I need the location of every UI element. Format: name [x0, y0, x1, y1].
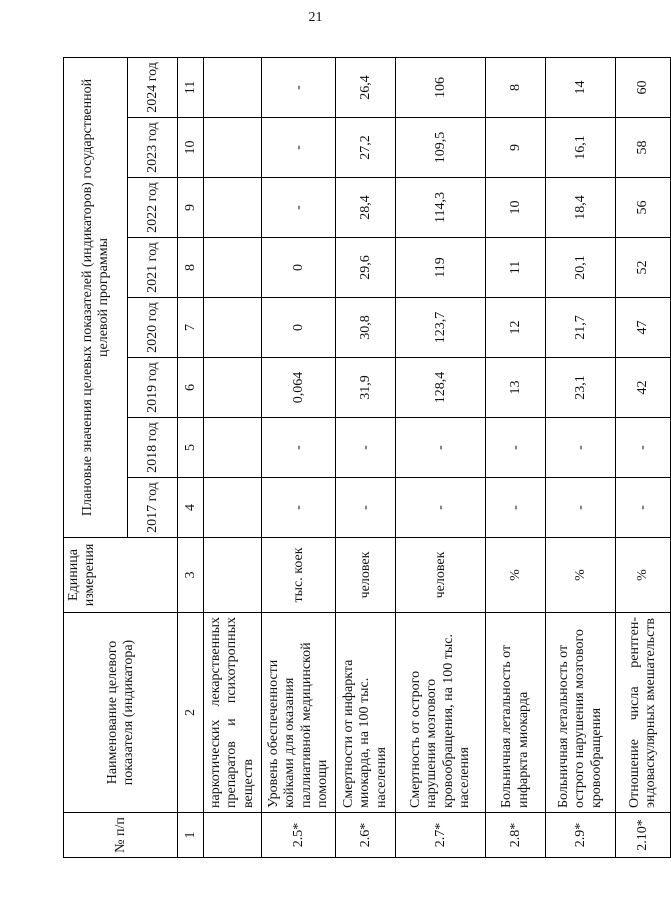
- value-cell: [204, 358, 262, 418]
- value-cell: -: [486, 418, 546, 478]
- rotated-table-container: [63, 58, 658, 858]
- row-unit: %: [546, 538, 616, 613]
- header-year: 2020 год: [128, 298, 178, 358]
- value-cell: 42: [616, 358, 671, 418]
- index-cell: 7: [178, 298, 204, 358]
- row-unit: тыс. коек: [262, 538, 336, 613]
- index-cell: 5: [178, 418, 204, 478]
- value-cell: -: [262, 57, 336, 117]
- value-cell: 21,7: [546, 298, 616, 358]
- value-cell: 0: [262, 298, 336, 358]
- value-cell: -: [262, 178, 336, 238]
- value-cell: 20,1: [546, 238, 616, 298]
- row-num: 2.10*: [616, 813, 671, 858]
- value-cell: [204, 118, 262, 178]
- value-cell: 27,2: [336, 118, 396, 178]
- value-cell: 13: [486, 358, 546, 418]
- value-cell: 0: [262, 238, 336, 298]
- header-year: 2017 год: [128, 478, 178, 538]
- row-name: Смертность от острого нарушения мозгового кровообращения, на 100 тыс. населения: [396, 613, 486, 813]
- index-cell: 6: [178, 358, 204, 418]
- index-cell: 4: [178, 478, 204, 538]
- header-year: 2019 год: [128, 358, 178, 418]
- value-cell: 31,9: [336, 358, 396, 418]
- value-cell: -: [336, 478, 396, 538]
- indicators-table: [63, 57, 671, 858]
- table-row: [546, 57, 616, 857]
- value-cell: -: [396, 418, 486, 478]
- value-cell: 60: [616, 57, 671, 117]
- table-row: [336, 57, 396, 857]
- value-cell: [204, 57, 262, 117]
- value-cell: -: [262, 478, 336, 538]
- value-cell: -: [546, 478, 616, 538]
- value-cell: 56: [616, 178, 671, 238]
- header-year: 2023 год: [128, 118, 178, 178]
- value-cell: [204, 178, 262, 238]
- row-name: Больничная летальность от инфаркта миокарда: [486, 613, 546, 813]
- value-cell: [204, 478, 262, 538]
- value-cell: 29,6: [336, 238, 396, 298]
- value-cell: 23,1: [546, 358, 616, 418]
- value-cell: 128,4: [396, 358, 486, 418]
- value-cell: 28,4: [336, 178, 396, 238]
- row-name: Отношение числа рентген-эндоваскулярных вмешательств: [616, 613, 671, 813]
- row-name: наркотических лекарственных препаратов и психотропных веществ: [204, 613, 262, 813]
- value-cell: -: [262, 418, 336, 478]
- row-num: 2.9*: [546, 813, 616, 858]
- value-cell: -: [396, 478, 486, 538]
- row-name: Смертности от инфаркта миокарда, на 100 тыс. населения: [336, 613, 396, 813]
- value-cell: 8: [486, 57, 546, 117]
- value-cell: [204, 238, 262, 298]
- value-cell: 18,4: [546, 178, 616, 238]
- header-num: № п/п: [64, 813, 178, 858]
- table-row: [204, 57, 262, 857]
- table-row: [262, 57, 336, 857]
- table-row: [396, 57, 486, 857]
- value-cell: 106: [396, 57, 486, 117]
- row-unit: человек: [336, 538, 396, 613]
- index-cell: 10: [178, 118, 204, 178]
- header-year: 2022 год: [128, 178, 178, 238]
- header-year: 2018 год: [128, 418, 178, 478]
- row-name: Больничная летальность от острого нарушения мозгового кровообращения: [546, 613, 616, 813]
- value-cell: 114,3: [396, 178, 486, 238]
- header-unit: Единица измерения: [64, 538, 178, 613]
- header-group: Плановые значения целевых показателей (индикаторов) государственной целевой программы: [64, 57, 128, 537]
- value-cell: 12: [486, 298, 546, 358]
- value-cell: -: [262, 118, 336, 178]
- value-cell: -: [546, 418, 616, 478]
- index-cell: 2: [178, 613, 204, 813]
- index-cell: 3: [178, 538, 204, 613]
- row-unit: %: [616, 538, 671, 613]
- header-name: Наименование целевого показателя (индикатора): [64, 613, 178, 813]
- value-cell: 10: [486, 178, 546, 238]
- index-cell: 11: [178, 57, 204, 117]
- value-cell: 9: [486, 118, 546, 178]
- row-unit: [204, 538, 262, 613]
- index-cell: 1: [178, 813, 204, 858]
- header-year: 2024 год: [128, 57, 178, 117]
- value-cell: [204, 418, 262, 478]
- value-cell: 30,8: [336, 298, 396, 358]
- value-cell: 16,1: [546, 118, 616, 178]
- page-number: 21: [308, 10, 323, 25]
- value-cell: [204, 298, 262, 358]
- value-cell: 0,064: [262, 358, 336, 418]
- value-cell: 58: [616, 118, 671, 178]
- value-cell: -: [486, 478, 546, 538]
- row-num: 2.6*: [336, 813, 396, 858]
- row-num: 2.8*: [486, 813, 546, 858]
- value-cell: 14: [546, 57, 616, 117]
- value-cell: 26,4: [336, 57, 396, 117]
- row-num: [204, 813, 262, 858]
- value-cell: 119: [396, 238, 486, 298]
- value-cell: 123,7: [396, 298, 486, 358]
- value-cell: -: [616, 478, 671, 538]
- row-num: 2.7*: [396, 813, 486, 858]
- row-num: 2.5*: [262, 813, 336, 858]
- row-name: Уровень обеспеченности койками для оказания паллиативной медицинской помощи: [262, 613, 336, 813]
- row-unit: %: [486, 538, 546, 613]
- header-year: 2021 год: [128, 238, 178, 298]
- table-row: [486, 57, 546, 857]
- value-cell: 47: [616, 298, 671, 358]
- value-cell: 52: [616, 238, 671, 298]
- index-cell: 8: [178, 238, 204, 298]
- value-cell: -: [616, 418, 671, 478]
- value-cell: 109,5: [396, 118, 486, 178]
- index-cell: 9: [178, 178, 204, 238]
- index-row: [178, 57, 204, 857]
- value-cell: -: [336, 418, 396, 478]
- table-row: [616, 57, 671, 857]
- row-unit: человек: [396, 538, 486, 613]
- value-cell: 11: [486, 238, 546, 298]
